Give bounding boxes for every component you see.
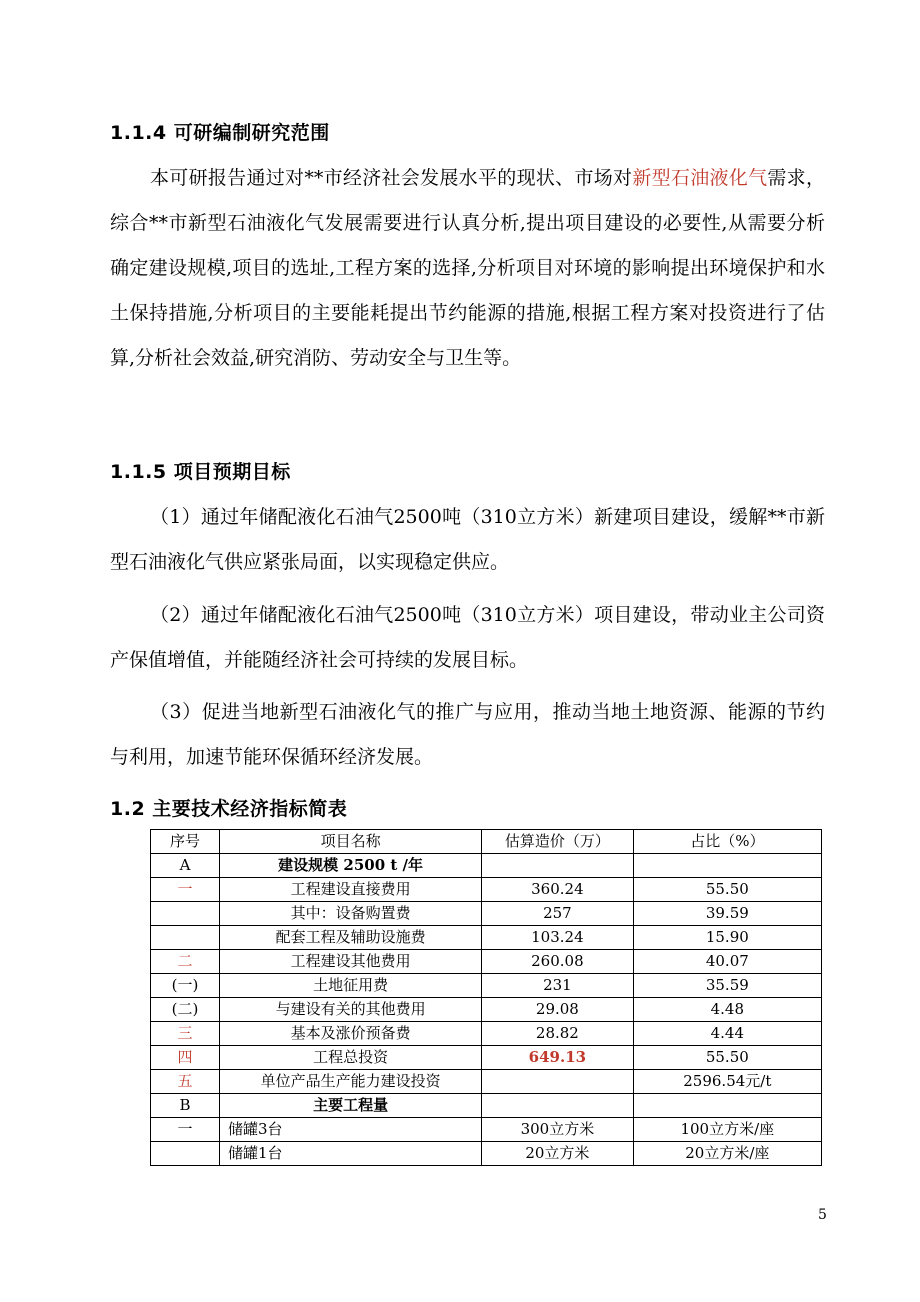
row-pct: 4.44	[633, 1022, 821, 1046]
row-name: 与建设有关的其他费用	[220, 998, 482, 1022]
row-pct: 55.50	[633, 878, 821, 902]
table-row	[151, 1046, 822, 1070]
row-no: B	[151, 1094, 220, 1118]
section-heading-1-1-5: 1.1.5 项目预期目标	[110, 461, 291, 483]
row-name: 建设规模 2500 t /年	[220, 854, 482, 878]
header-pct: 占比（%）	[633, 830, 821, 854]
row-cost: 20立方米	[482, 1142, 634, 1166]
row-pct: 20立方米/座	[633, 1142, 821, 1166]
row-pct: 15.90	[633, 926, 821, 950]
row-cost: 300立方米	[482, 1118, 634, 1142]
row-no: 四	[151, 1046, 220, 1070]
row-cost: 360.24	[482, 878, 634, 902]
row-no: 五	[151, 1070, 220, 1094]
row-no: 一	[151, 878, 220, 902]
page-number: 5	[818, 1207, 827, 1223]
scope-text-part1: 本可研报告通过对**市经济社会发展水平的现状、市场对	[150, 167, 633, 189]
scope-highlight: 新型石油液化气	[632, 167, 768, 189]
row-no: (二)	[151, 998, 220, 1022]
table-row	[151, 1070, 822, 1094]
row-no: 一	[151, 1118, 220, 1142]
row-no	[151, 1142, 220, 1166]
row-name: 其中：设备购置费	[220, 902, 482, 926]
row-name: 工程总投资	[220, 1046, 482, 1070]
row-cost: 29.08	[482, 998, 634, 1022]
table-row	[151, 1022, 822, 1046]
row-no: (一)	[151, 974, 220, 998]
row-name: 土地征用费	[220, 974, 482, 998]
header-no: 序号	[151, 830, 220, 854]
row-no	[151, 926, 220, 950]
table-row	[151, 1142, 822, 1166]
header-cost: 估算造价（万）	[482, 830, 634, 854]
row-cost: 28.82	[482, 1022, 634, 1046]
row-pct	[633, 854, 821, 878]
row-pct: 40.07	[633, 950, 821, 974]
indicator-table	[150, 829, 822, 1166]
table-row	[151, 926, 822, 950]
row-name: 储罐3台	[220, 1118, 482, 1142]
row-cost: 260.08	[482, 950, 634, 974]
table-row	[151, 974, 822, 998]
goal-paragraph-2: （2）通过年储配液化石油气2500吨（310立方米）项目建设，带动业主公司资产保值增值，并能随经济社会可持续的发展目标。	[110, 604, 825, 671]
goal-paragraph-1: （1）通过年储配液化石油气2500吨（310立方米）新建项目建设，缓解**市新型石油液化气供应紧张局面，以实现稳定供应。	[110, 506, 825, 573]
row-name: 工程建设直接费用	[220, 878, 482, 902]
row-cost	[482, 854, 634, 878]
section-heading-1-1-4: 1.1.4 可研编制研究范围	[110, 122, 330, 144]
table-row	[151, 998, 822, 1022]
header-name: 项目名称	[220, 830, 482, 854]
table-row	[151, 950, 822, 974]
row-pct: 39.59	[633, 902, 821, 926]
section-heading-1-2: 1.2 主要技术经济指标简表	[110, 798, 348, 820]
row-cost: 103.24	[482, 926, 634, 950]
row-cost	[482, 1070, 634, 1094]
row-pct: 4.48	[633, 998, 821, 1022]
scope-text-part2: 需求，综合**市新型石油液化气发展需要进行认真分析,提出项目建设的必要性,从需要分析确定建设规模,项目的选址,工程方案的选择,分析项目对环境的影响提出环境保护和水土保持措施,分析项目的主要能耗提出节约能源的措施,根据工程方案对投资进行了估算,分析社会效益,研究消防、劳动安全与卫生等。	[110, 167, 825, 369]
row-pct: 2596.54元/t	[633, 1070, 821, 1094]
row-name: 单位产品生产能力建设投资	[220, 1070, 482, 1094]
row-pct	[633, 1094, 821, 1118]
row-name: 储罐1台	[220, 1142, 482, 1166]
row-pct: 35.59	[633, 974, 821, 998]
row-pct: 100立方米/座	[633, 1118, 821, 1142]
table-row	[151, 902, 822, 926]
row-no: A	[151, 854, 220, 878]
row-name: 基本及涨价预备费	[220, 1022, 482, 1046]
table-row	[151, 854, 822, 878]
row-cost	[482, 1094, 634, 1118]
row-no	[151, 902, 220, 926]
table-row	[151, 878, 822, 902]
row-cost: 257	[482, 902, 634, 926]
row-name: 配套工程及辅助设施费	[220, 926, 482, 950]
row-pct: 55.50	[633, 1046, 821, 1070]
row-cost: 231	[482, 974, 634, 998]
table-header-row	[151, 830, 822, 854]
row-no: 二	[151, 950, 220, 974]
scope-paragraph	[110, 156, 825, 381]
table-row	[151, 1094, 822, 1118]
goal-paragraph-3: （3）促进当地新型石油液化气的推广与应用，推动当地土地资源、能源的节约与利用，加速节能环保循环经济发展。	[110, 701, 825, 768]
row-name: 工程建设其他费用	[220, 950, 482, 974]
table-row	[151, 1118, 822, 1142]
row-cost: 649.13	[482, 1046, 634, 1070]
row-name: 主要工程量	[220, 1094, 482, 1118]
row-no: 三	[151, 1022, 220, 1046]
